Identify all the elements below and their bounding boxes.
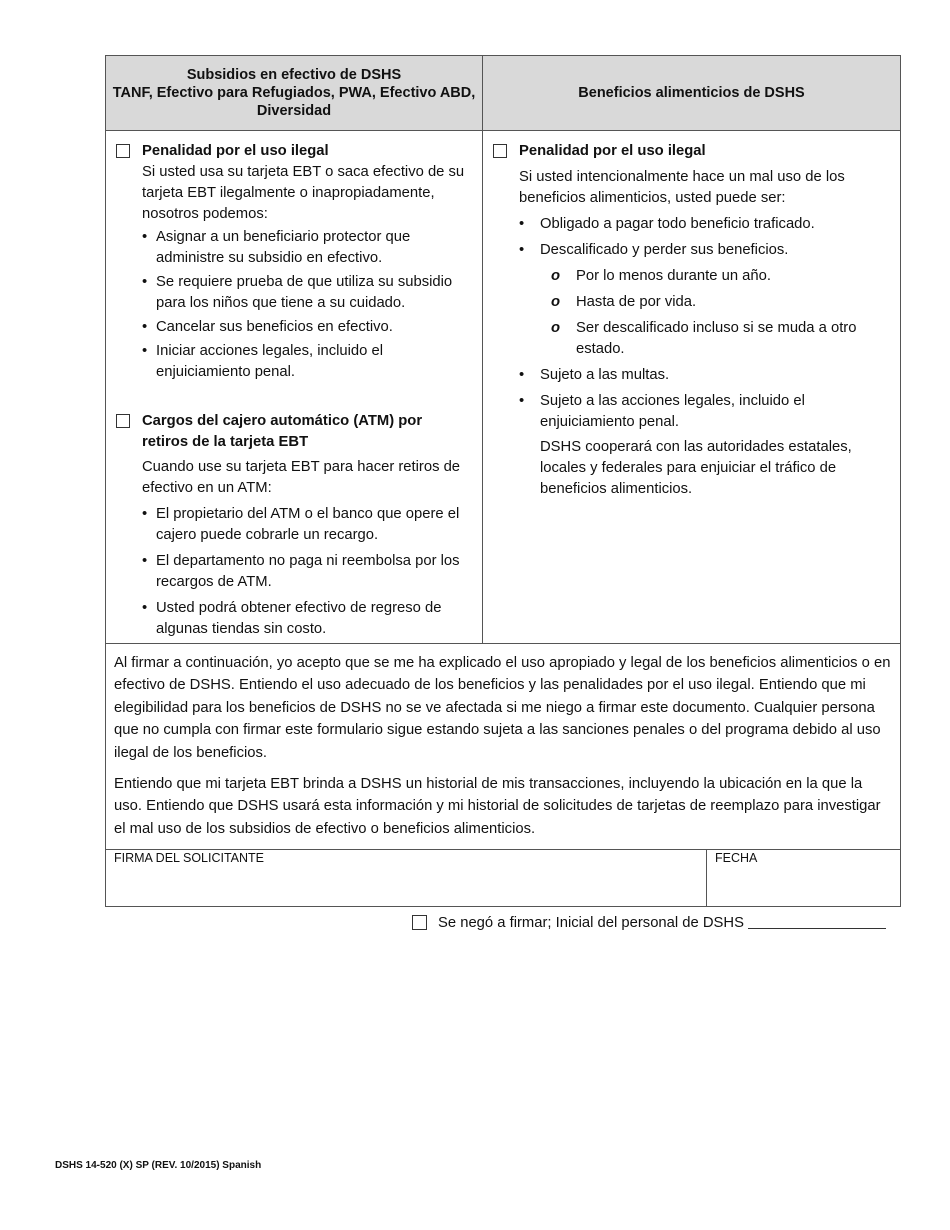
refused-to-sign xyxy=(412,913,886,934)
sub-list-item: o Hasta de por vida. xyxy=(540,292,888,313)
food-penalty-list xyxy=(519,214,888,500)
atm-fees-section xyxy=(116,411,472,453)
header-cash-title: Subsidios en efectivo de DSHS xyxy=(186,67,402,83)
atm-fees-body xyxy=(116,457,472,640)
date-label: FECHA xyxy=(715,851,758,865)
cooperation-text: DSHS cooperará con las autoridades estatales, locales y federales para enjuiciar el tráfico de beneficios alimenticios. xyxy=(540,439,852,497)
agreement-section xyxy=(106,644,900,850)
agreement-paragraph-2: Entiendo que mi tarjeta EBT brinda a DSHS un historial de mis transacciones, incluyendo la ubicación en la que la uso. Entiendo que DSHS usará esta información y mi historial de solicitudes de tarjetas de reemplazo para investigar el mal uso de los subsidios de efectivo o beneficios alimenticios. xyxy=(114,776,881,837)
list-item: • Cancelar sus beneficios en efectivo. xyxy=(142,317,472,338)
list-item: • El departamento no paga ni reembolsa por los recargos de ATM. xyxy=(142,551,472,593)
legal-action-text: • Sujeto a las acciones legales, incluido el enjuiciamiento penal. xyxy=(540,393,805,430)
food-penalty-intro: Si usted intencionalmente hace un mal uso de los beneficios alimenticios, usted puede ser: xyxy=(519,169,845,206)
list-item: • Se requiere prueba de que utiliza su subsidio para los niños que tiene a su cuidado. xyxy=(142,272,472,314)
refused-to-sign-checkbox[interactable] xyxy=(412,915,427,930)
sub-list-item: o Ser descalificado incluso si se muda a otro estado. xyxy=(540,318,888,360)
header-cash-benefits xyxy=(106,56,483,130)
header-food-benefits: Beneficios alimenticios de DSHS xyxy=(578,85,805,101)
disqualified-sublist xyxy=(540,266,888,360)
list-item xyxy=(519,391,888,500)
atm-fees-intro: Cuando use su tarjeta EBT para hacer retiros de efectivo en un ATM: xyxy=(142,459,461,496)
list-item xyxy=(519,240,888,360)
list-item: • Obligado a pagar todo beneficio traficado. xyxy=(519,214,888,235)
cash-penalty-list xyxy=(142,227,472,383)
benefits-form xyxy=(105,55,901,907)
header-row xyxy=(106,56,900,131)
atm-fees-title: Cargos del cajero automático (ATM) por retiros de la tarjeta EBT xyxy=(142,413,423,450)
list-item: • Asignar a un beneficiario protector que administre su subsidio en efectivo. xyxy=(142,227,472,269)
list-item: • Iniciar acciones legales, incluido el enjuiciamiento penal. xyxy=(142,341,472,383)
disqualified-text: Descalificado y perder sus beneficios. xyxy=(540,242,789,258)
content-row xyxy=(106,131,900,644)
staff-initial-line[interactable] xyxy=(748,913,886,929)
cash-penalty-checkbox[interactable] xyxy=(116,144,130,158)
date-field[interactable] xyxy=(707,850,900,906)
agreement-paragraph-1: Al firmar a continuación, yo acepto que se me ha explicado el uso apropiado y legal de los beneficios alimenticios o en efectivo de DSHS. Entiendo el uso adecuado de los beneficios y las penalidades por el uso ilegal. Entiendo que mi elegibilidad para los beneficios de DSHS no se ve afectada si me niego a firmar este documento. Cualquier persona que no cumpla con firmar este formulario sigue estando sujeta a las sanciones penales o del programa debido al uso ilegal de los beneficios. xyxy=(114,655,891,761)
food-column xyxy=(483,131,900,643)
cash-penalty-section xyxy=(116,141,472,162)
atm-fees-checkbox[interactable] xyxy=(116,414,130,428)
food-penalty-checkbox[interactable] xyxy=(493,144,507,158)
signature-row xyxy=(106,850,900,906)
applicant-signature-label: FIRMA DEL SOLICITANTE xyxy=(114,851,265,865)
food-penalty-body xyxy=(493,167,888,500)
header-cash-programs: TANF, Efectivo para Refugiados, PWA, Efectivo ABD, Diversidad xyxy=(112,85,476,119)
food-penalty-title: Penalidad por el uso ilegal xyxy=(519,143,706,159)
list-item: • El propietario del ATM o el banco que opere el cajero puede cobrarle un recargo. xyxy=(142,504,472,546)
cash-penalty-body xyxy=(116,162,472,383)
cash-column xyxy=(106,131,483,643)
sub-list-item: o Por lo menos durante un año. xyxy=(540,266,888,287)
atm-fees-list xyxy=(142,504,472,640)
list-item: • Sujeto a las multas. xyxy=(519,365,888,386)
cash-penalty-title: Penalidad por el uso ilegal xyxy=(142,143,329,159)
refused-to-sign-label: Se negó a firmar; Inicial del personal de DSHS xyxy=(438,915,744,931)
food-penalty-section xyxy=(493,141,888,162)
form-id-footer: DSHS 14-520 (X) SP (REV. 10/2015) Spanish xyxy=(55,1160,262,1171)
applicant-signature-field[interactable] xyxy=(106,850,707,906)
list-item: • Usted podrá obtener efectivo de regreso de algunas tiendas sin costo. xyxy=(142,598,472,640)
cash-penalty-intro: Si usted usa su tarjeta EBT o saca efectivo de su tarjeta EBT ilegalmente o inapropiadamente, nosotros podemos: xyxy=(142,164,465,222)
